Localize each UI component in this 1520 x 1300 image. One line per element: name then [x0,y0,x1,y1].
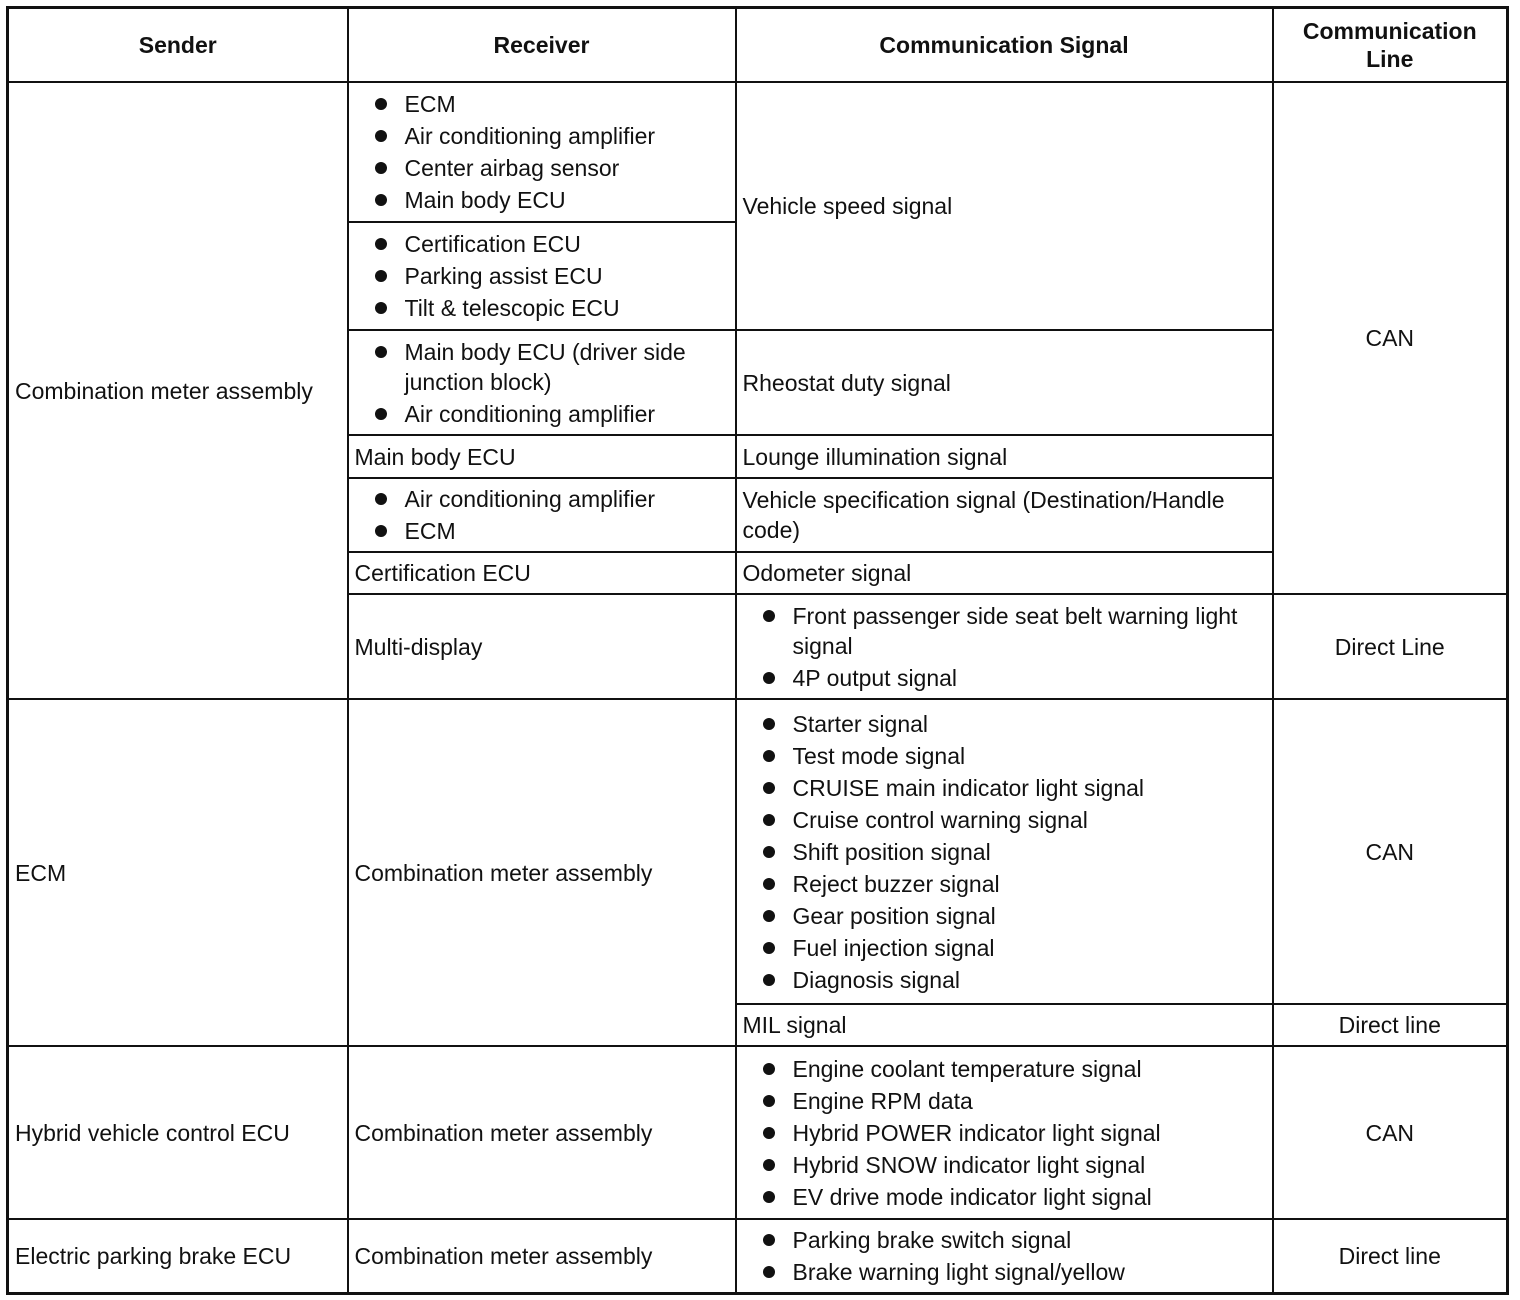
list-item: Air conditioning amplifier [355,399,729,429]
signal-cell: MIL signal [736,1004,1273,1046]
list-item: Tilt & telescopic ECU [355,293,729,323]
signal-cell [736,594,1273,699]
list-item: Brake warning light signal/yellow [743,1257,1266,1287]
line-cell: Direct line [1273,1219,1508,1293]
list-item: Diagnosis signal [743,965,1266,995]
list-item: Certification ECU [355,229,729,259]
sender-cell: Hybrid vehicle control ECU [8,1046,348,1219]
receiver-cell: Combination meter assembly [348,1219,736,1293]
receiver-list [355,484,729,546]
line-cell: Direct Line [1273,594,1508,699]
list-item: Fuel injection signal [743,933,1266,963]
receiver-cell [348,478,736,552]
list-item: Main body ECU [355,185,729,215]
receiver-cell: Main body ECU [348,435,736,478]
signal-cell: Lounge illumination signal [736,435,1273,478]
line-cell: CAN [1273,699,1508,1004]
header-signal: Communication Signal [736,8,1273,83]
signal-list [743,1054,1266,1212]
list-item: Engine coolant temperature signal [743,1054,1266,1084]
list-item: Test mode signal [743,741,1266,771]
list-item: Gear position signal [743,901,1266,931]
table-row [8,82,1508,222]
list-item: Air conditioning amplifier [355,484,729,514]
list-item: Reject buzzer signal [743,869,1266,899]
sender-cell: ECM [8,699,348,1046]
list-item: EV drive mode indicator light signal [743,1182,1266,1212]
list-item: CRUISE main indicator light signal [743,773,1266,803]
list-item: Hybrid SNOW indicator light signal [743,1150,1266,1180]
receiver-cell [348,82,736,222]
list-item: Engine RPM data [743,1086,1266,1116]
signal-list [743,709,1266,995]
receiver-list [355,229,729,323]
communication-table [6,6,1509,1295]
signal-cell [736,1219,1273,1293]
list-item: Air conditioning amplifier [355,121,729,151]
list-item: ECM [355,89,729,119]
signal-cell: Vehicle speed signal [736,82,1273,330]
signal-cell [736,1046,1273,1219]
line-cell: CAN [1273,82,1508,594]
list-item: Front passenger side seat belt warning light signal [743,601,1266,661]
list-item: Parking brake switch signal [743,1225,1266,1255]
list-item: Cruise control warning signal [743,805,1266,835]
receiver-cell: Combination meter assembly [348,1046,736,1219]
sender-cell: Electric parking brake ECU [8,1219,348,1293]
signal-cell: Odometer signal [736,552,1273,594]
signal-cell: Rheostat duty signal [736,330,1273,435]
sender-cell: Combination meter assembly [8,82,348,699]
list-item: Shift position signal [743,837,1266,867]
receiver-cell [348,330,736,435]
header-sender: Sender [8,8,348,83]
signal-cell [736,699,1273,1004]
list-item: ECM [355,516,729,546]
line-cell: Direct line [1273,1004,1508,1046]
table-row [8,699,1508,1004]
receiver-cell [348,222,736,330]
table-row [8,1046,1508,1219]
receiver-list [355,337,729,429]
list-item: Hybrid POWER indicator light signal [743,1118,1266,1148]
line-cell: CAN [1273,1046,1508,1219]
list-item: Center airbag sensor [355,153,729,183]
receiver-cell: Certification ECU [348,552,736,594]
receiver-list [355,89,729,215]
signal-list [743,601,1266,693]
list-item: 4P output signal [743,663,1266,693]
list-item: Main body ECU (driver side junction block) [355,337,729,397]
header-row [8,8,1508,83]
receiver-cell: Combination meter assembly [348,699,736,1046]
header-line: Communication Line [1273,8,1508,83]
signal-cell: Vehicle specification signal (Destination/Handle code) [736,478,1273,552]
list-item: Starter signal [743,709,1266,739]
header-receiver: Receiver [348,8,736,83]
table-row [8,1219,1508,1293]
communication-table-container [6,6,1506,1295]
receiver-cell: Multi-display [348,594,736,699]
list-item: Parking assist ECU [355,261,729,291]
signal-list [743,1225,1266,1287]
